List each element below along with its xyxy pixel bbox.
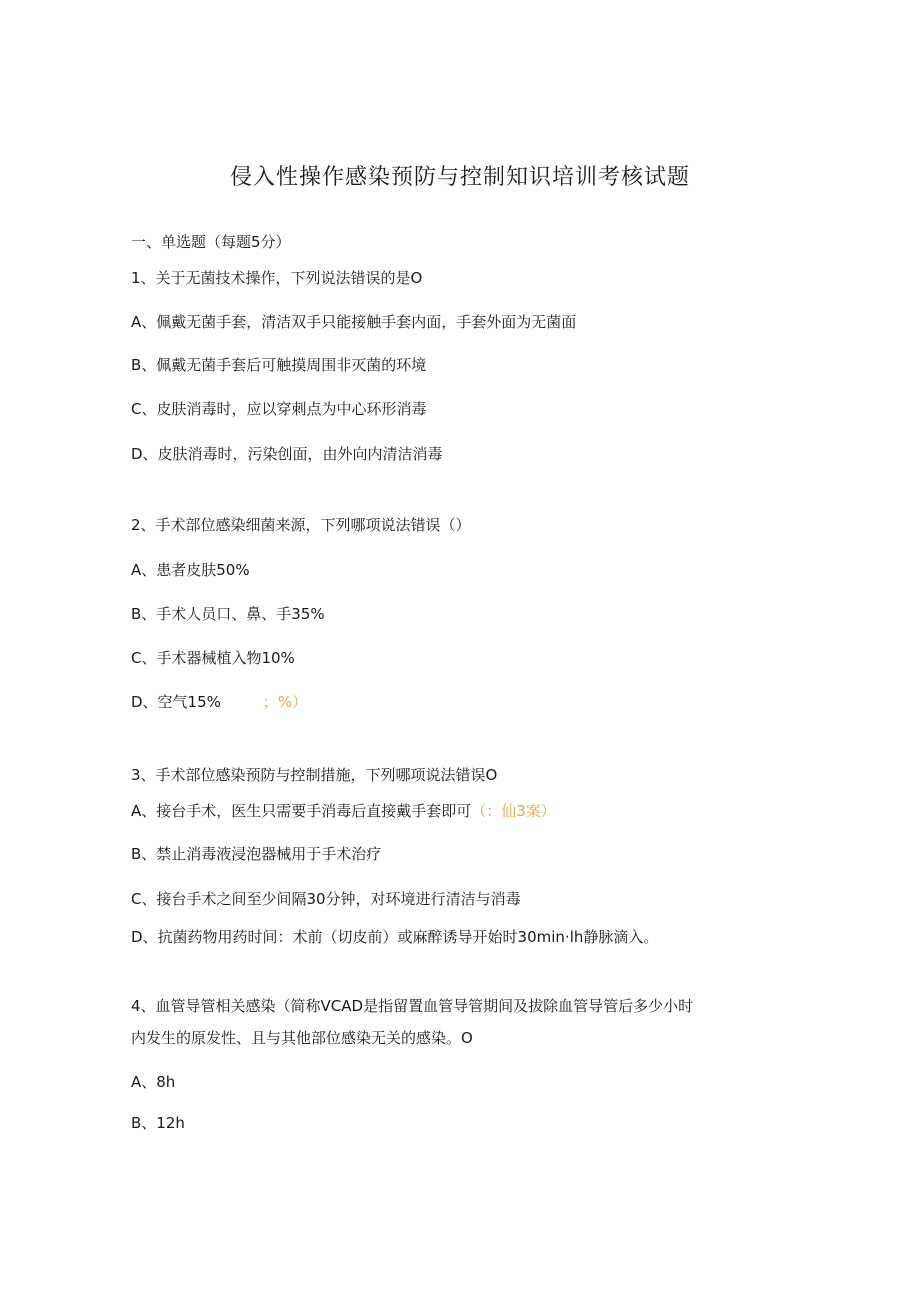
question-1-option-a: A、佩戴无菌手套，清洁双手只能接触手套内面，手套外面为无菌面 (131, 313, 577, 331)
question-2-stem: 2、手术部位感染细菌来源，下列哪项说法错误（） (131, 516, 471, 534)
question-2-option-b: B、手术人员口、鼻、手35% (131, 605, 325, 623)
question-3-option-c: C、接台手术之间至少间隔30分钟，对环境进行清洁与消毒 (131, 890, 521, 908)
question-4-option-b: B、12h (131, 1114, 185, 1132)
section-heading: 一、单选题（每题5分） (131, 233, 291, 251)
question-1-option-b: B、佩戴无菌手套后可触摸周围非灭菌的环境 (131, 356, 427, 374)
question-2-option-a: A、患者皮肤50% (131, 561, 250, 579)
question-2-option-d-annotation: ；%） (262, 693, 308, 711)
question-1-stem: 1、关于无菌技术操作，下列说法错误的是O (131, 269, 423, 287)
question-1-option-d: D、皮肤消毒时，污染创面，由外向内清洁消毒 (131, 445, 443, 463)
page-title: 侵入性操作感染预防与控制知识培训考核试题 (229, 165, 690, 190)
question-3-option-a-annotation: （：仙3案） (471, 802, 556, 820)
question-4-stem-line-1: 4、血管导管相关感染（简称VCAD是指留置血管导管期间及拔除血管导管后多少小时 (131, 997, 694, 1015)
question-3-option-d: D、抗菌药物用药时间：术前（切皮前）或麻醉诱导开始时30min·lh静脉滴入。 (131, 928, 659, 946)
question-2-option-d-text: D、空气15% (131, 693, 221, 711)
question-1-option-c: C、皮肤消毒时，应以穿刺点为中心环形消毒 (131, 400, 427, 418)
question-3-option-a-text: A、接台手术，医生只需要手消毒后直接戴手套即可 (131, 802, 472, 820)
question-3-option-a (131, 801, 556, 821)
question-4-option-a: A、8h (131, 1073, 176, 1091)
question-3-option-b: B、禁止消毒液浸泡器械用于手术治疗 (131, 845, 382, 863)
question-2-option-c: C、手术器械植入物10% (131, 649, 295, 667)
question-4-stem-line-2: 内发生的原发性、且与其他部位感染无关的感染。O (131, 1029, 473, 1047)
question-2-option-d (131, 692, 307, 712)
question-3-stem: 3、手术部位感染预防与控制措施，下列哪项说法错误O (131, 766, 498, 784)
